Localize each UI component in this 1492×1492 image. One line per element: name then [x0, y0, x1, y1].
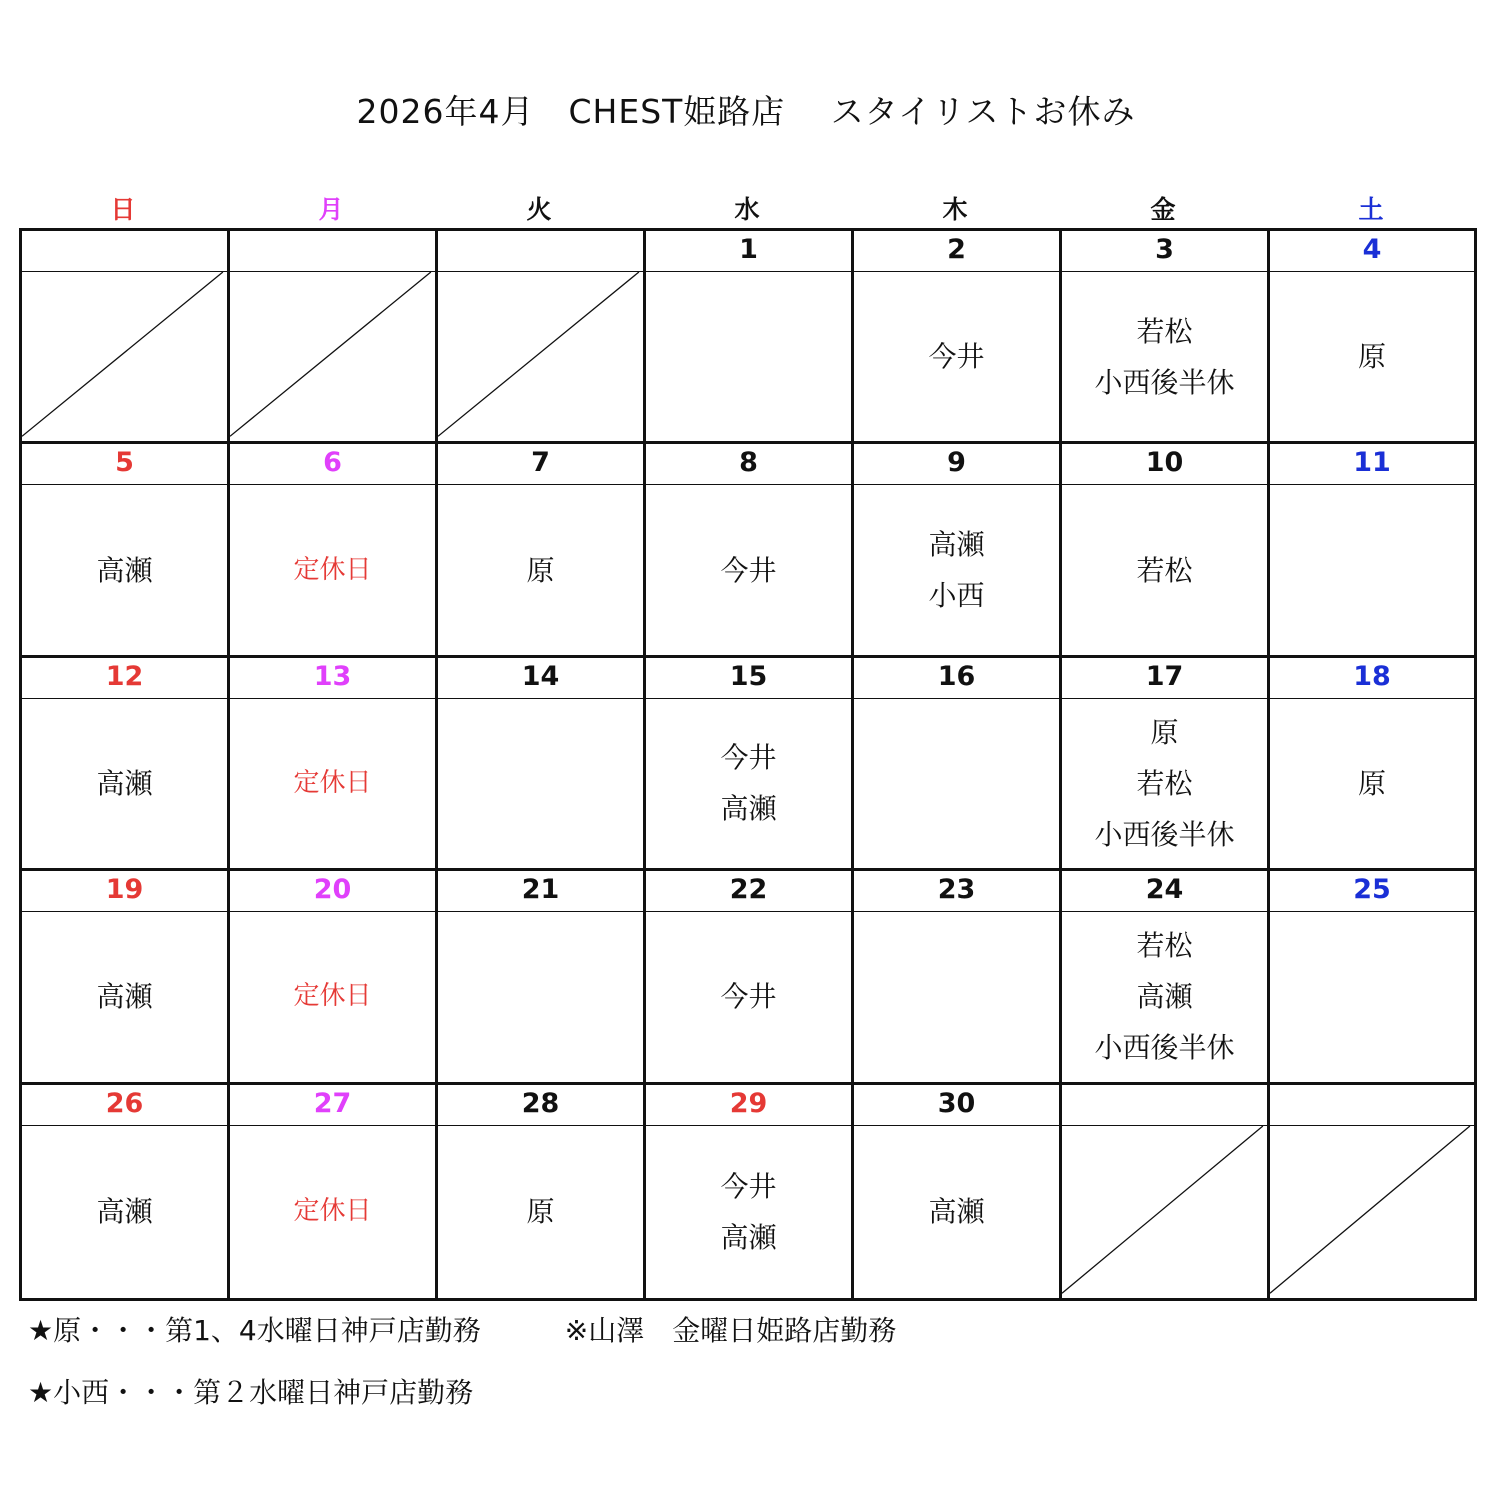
day-entries: [646, 1126, 851, 1298]
day-number: 27: [230, 1085, 435, 1126]
day-entries: [854, 1126, 1059, 1298]
day-entries: [438, 699, 643, 868]
day-entries: [438, 485, 643, 654]
day-number: 2: [854, 231, 1059, 272]
day-number: 23: [854, 871, 1059, 912]
calendar-grid: [19, 228, 1477, 1301]
staff-off-entry: 今井: [928, 340, 985, 374]
day-entries: [438, 272, 643, 441]
calendar-cell-empty: [438, 231, 646, 444]
note-line: ★小西・・・第２水曜日神戸店勤務: [28, 1376, 474, 1409]
day-number: 8: [646, 444, 851, 485]
day-number: [1062, 1085, 1267, 1126]
staff-off-entry: 高瀬: [96, 766, 153, 800]
calendar-cell: [854, 231, 1062, 444]
weekday-header-row: [19, 192, 1475, 228]
calendar-cell: [438, 658, 646, 871]
calendar-cell: [646, 231, 854, 444]
day-entries: [646, 272, 851, 441]
day-entries: [1062, 272, 1267, 441]
day-number: 11: [1270, 444, 1474, 485]
calendar-cell: [1062, 871, 1270, 1084]
staff-off-entry: 今井: [720, 980, 777, 1014]
staff-off-entry: 小西: [928, 579, 985, 613]
day-entries: [438, 912, 643, 1081]
day-number: 17: [1062, 658, 1267, 699]
day-entries: [646, 912, 851, 1081]
staff-off-entry: 高瀬: [928, 1195, 985, 1229]
staff-off-entry: 今井: [720, 1169, 777, 1203]
calendar-cell: [854, 444, 1062, 657]
empty-day-slash: [438, 272, 643, 441]
calendar-cell: [438, 871, 646, 1084]
calendar-cell: [230, 1085, 438, 1298]
weekday-label: 金: [1150, 195, 1176, 224]
day-number: 13: [230, 658, 435, 699]
calendar-cell: [1270, 871, 1474, 1084]
staff-off-entry: 高瀬: [1136, 980, 1193, 1014]
day-number: 12: [22, 658, 227, 699]
day-entries: [1270, 912, 1474, 1081]
weekday-label: 火: [526, 195, 552, 224]
day-number: 19: [22, 871, 227, 912]
slash-line: [438, 272, 639, 436]
staff-off-entry: 高瀬: [96, 553, 153, 587]
calendar-cell: [1270, 658, 1474, 871]
calendar-cell: [1270, 231, 1474, 444]
calendar-cell-empty: [1062, 1085, 1270, 1298]
staff-off-entry: 小西後半休: [1094, 817, 1235, 851]
day-entries: [854, 272, 1059, 441]
day-entries: [230, 1126, 435, 1298]
weekday-label: 木: [942, 195, 968, 224]
weekday-label: 日: [110, 195, 136, 224]
empty-day-slash: [22, 272, 227, 441]
weekday-label: 水: [734, 195, 760, 224]
calendar-cell: [22, 444, 230, 657]
calendar-cell: [1270, 444, 1474, 657]
calendar-cell: [1062, 444, 1270, 657]
day-number: 26: [22, 1085, 227, 1126]
day-entries: [854, 485, 1059, 654]
day-entries: [22, 272, 227, 441]
staff-off-entry: 高瀬: [928, 528, 985, 562]
day-number: 22: [646, 871, 851, 912]
calendar-cell-empty: [22, 231, 230, 444]
day-entries: [1062, 485, 1267, 654]
day-entries: [1062, 912, 1267, 1081]
day-entries: [646, 699, 851, 868]
day-number: [22, 231, 227, 272]
calendar-cell: [854, 871, 1062, 1084]
calendar-cell: [438, 444, 646, 657]
day-number: 6: [230, 444, 435, 485]
page-title: 2026年4月 CHEST姫路店 スタイリストお休み: [356, 92, 1136, 131]
empty-day-slash: [1062, 1126, 1267, 1298]
staff-off-entry: 若松: [1136, 766, 1193, 800]
staff-off-entry: 小西後半休: [1094, 365, 1235, 399]
day-entries: [1270, 699, 1474, 868]
day-entries: [22, 912, 227, 1081]
day-number: 5: [22, 444, 227, 485]
slash-line: [22, 272, 223, 436]
staff-off-entry: 小西後半休: [1094, 1031, 1235, 1065]
day-number: [438, 231, 643, 272]
staff-off-entry: 原: [526, 1195, 555, 1229]
staff-off-entry: 高瀬: [720, 1220, 777, 1254]
day-entries: [230, 485, 435, 654]
day-entries: [22, 1126, 227, 1298]
day-number: 14: [438, 658, 643, 699]
calendar-cell: [438, 1085, 646, 1298]
day-number: 10: [1062, 444, 1267, 485]
day-entries: [1062, 699, 1267, 868]
staff-off-entry: 若松: [1136, 929, 1193, 963]
day-number: 7: [438, 444, 643, 485]
day-number: 18: [1270, 658, 1474, 699]
note-line: ★原・・・第1、4水曜日神戸店勤務 ※山澤 金曜日姫路店勤務: [28, 1314, 897, 1347]
day-entries: [230, 912, 435, 1081]
day-entries: [1270, 1126, 1474, 1298]
staff-off-entry: 高瀬: [96, 1195, 153, 1229]
day-number: 25: [1270, 871, 1474, 912]
calendar-cell: [854, 658, 1062, 871]
day-number: 9: [854, 444, 1059, 485]
empty-day-slash: [230, 272, 435, 441]
day-entries: [230, 699, 435, 868]
day-entries: [1062, 1126, 1267, 1298]
day-entries: [22, 485, 227, 654]
weekday-label: 月: [318, 195, 344, 224]
slash-line: [1270, 1126, 1470, 1293]
calendar-cell: [230, 658, 438, 871]
day-entries: [854, 699, 1059, 868]
staff-off-entry: 若松: [1136, 314, 1193, 348]
weekday-label: 土: [1358, 195, 1384, 224]
calendar-cell: [646, 444, 854, 657]
day-number: 28: [438, 1085, 643, 1126]
day-number: 20: [230, 871, 435, 912]
staff-off-entry: 今井: [720, 553, 777, 587]
staff-off-entry: 原: [1357, 766, 1386, 800]
day-number: 1: [646, 231, 851, 272]
empty-day-slash: [1270, 1126, 1474, 1298]
staff-off-entry: 原: [1150, 715, 1179, 749]
day-number: 4: [1270, 231, 1474, 272]
closed-day-label: 定休日: [293, 767, 372, 798]
day-entries: [438, 1126, 643, 1298]
calendar-cell-empty: [230, 231, 438, 444]
day-number: [230, 231, 435, 272]
calendar-cell: [1062, 231, 1270, 444]
calendar-cell: [646, 871, 854, 1084]
calendar-cell: [22, 658, 230, 871]
day-entries: [854, 912, 1059, 1081]
calendar-cell-empty: [1270, 1085, 1474, 1298]
day-entries: [230, 272, 435, 441]
staff-off-entry: 高瀬: [96, 980, 153, 1014]
calendar-cell: [22, 871, 230, 1084]
day-number: 24: [1062, 871, 1267, 912]
day-number: 3: [1062, 231, 1267, 272]
day-number: [1270, 1085, 1474, 1126]
day-entries: [1270, 272, 1474, 441]
day-number: 21: [438, 871, 643, 912]
closed-day-label: 定休日: [293, 1196, 372, 1227]
staff-off-entry: 原: [1357, 340, 1386, 374]
calendar-cell: [646, 1085, 854, 1298]
calendar-cell: [22, 1085, 230, 1298]
staff-off-entry: 若松: [1136, 553, 1193, 587]
day-entries: [1270, 485, 1474, 654]
notes: [28, 1308, 896, 1432]
staff-off-entry: 原: [526, 553, 555, 587]
staff-off-entry: 今井: [720, 741, 777, 775]
closed-day-label: 定休日: [293, 981, 372, 1012]
day-number: 16: [854, 658, 1059, 699]
slash-line: [1062, 1126, 1263, 1293]
staff-off-entry: 高瀬: [720, 792, 777, 826]
day-number: 30: [854, 1085, 1059, 1126]
calendar-cell: [230, 871, 438, 1084]
slash-line: [230, 272, 431, 436]
day-number: 15: [646, 658, 851, 699]
calendar-cell: [854, 1085, 1062, 1298]
day-entries: [22, 699, 227, 868]
calendar-cell: [646, 658, 854, 871]
calendar-cell: [1062, 658, 1270, 871]
calendar-cell: [230, 444, 438, 657]
closed-day-label: 定休日: [293, 554, 372, 585]
day-entries: [646, 485, 851, 654]
day-number: 29: [646, 1085, 851, 1126]
